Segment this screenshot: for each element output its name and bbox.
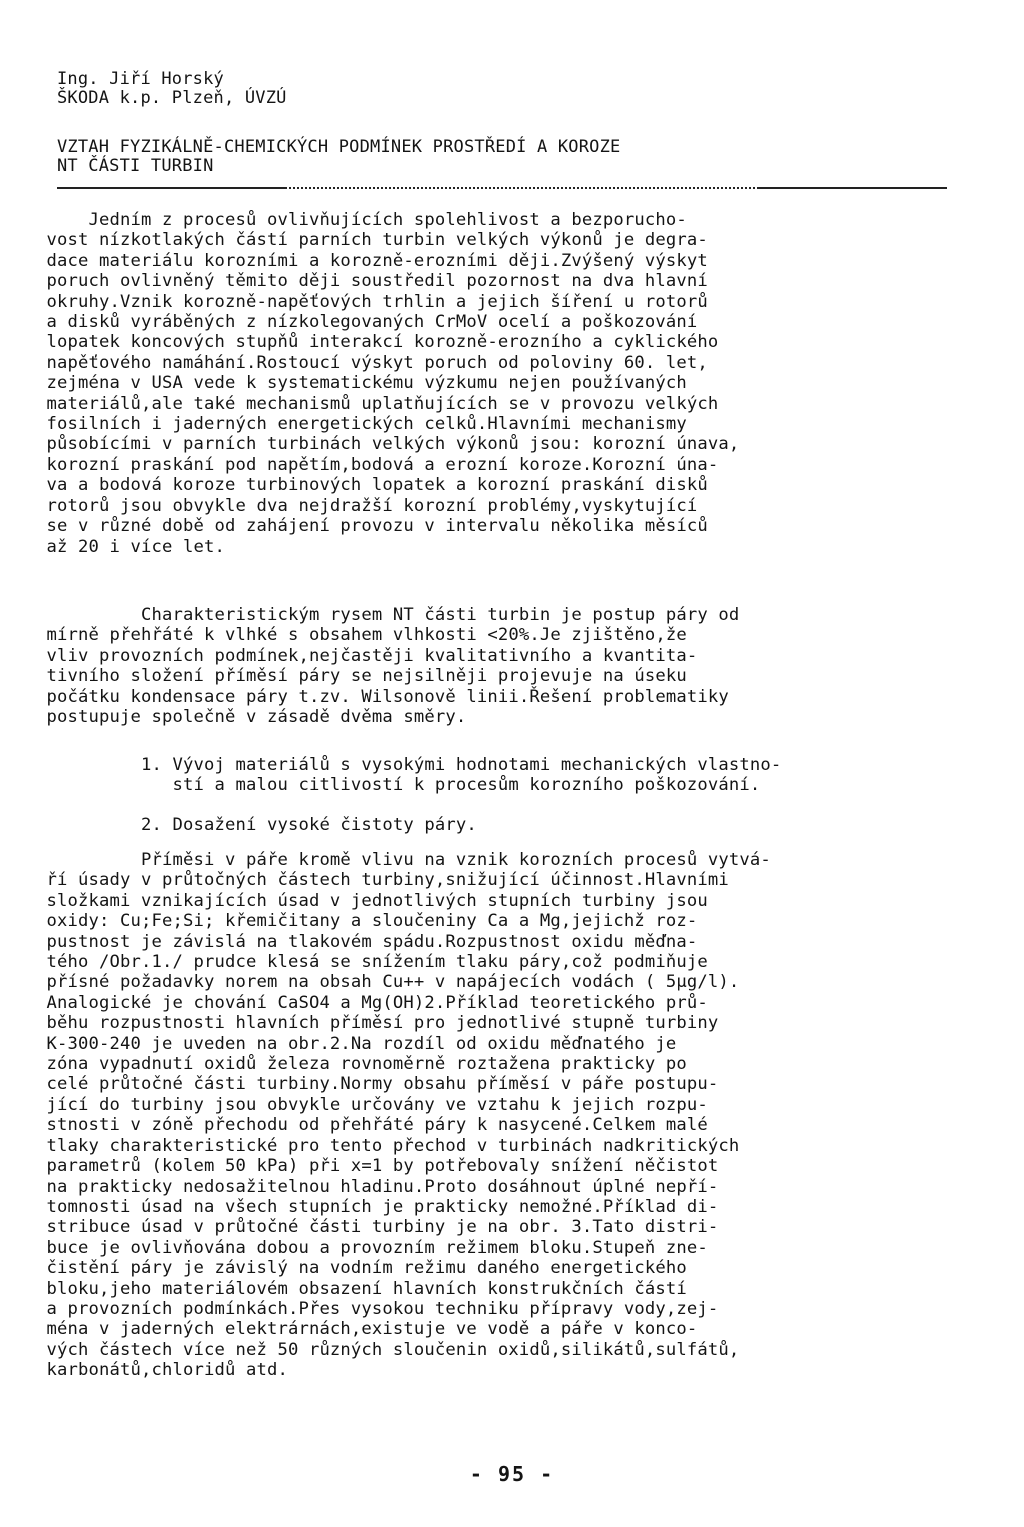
list-item-steam-purity: 2. Dosažení vysoké čistoty páry. — [36, 815, 477, 835]
document-title — [57, 138, 620, 176]
title-divider — [57, 187, 947, 189]
title-line-1: VZTAH FYZIKÁLNĚ-CHEMICKÝCH PODMÍNEK PROSTŘEDÍ A KOROZE — [57, 137, 621, 157]
list-item-materials: 1. Vývoj materiálů s vysokými hodnotami mechanických vlastno- stí a malou citlivostí k procesům korozního poškozování. — [140, 755, 782, 796]
title-divider-left-segment — [57, 187, 287, 189]
paragraph-intro: Jedním z procesů ovlivňujících spolehlivost a bezporucho- vost nízkotlakých částí parních turbin velkých výkonů je degra- dace materiálu korozními a korozně-erozními ději.Zvýšený výskyt poruch ovlivněný těmito ději soustředil pozornost na dva hlavní okruhy.Vznik korozně-napěťových trhlin a jejich šíření u rotorů a disků vyráběných z nízkolegovaných CrMoV ocelí a poškozování lopatek koncových stupňů interakcí korozně-erozního a cyklického napěťového namáhání.Rostoucí výskyt poruch od poloviny 60. let, zejména v USA vede k systematickému výzkumu nejen používaných materiálů,ale také mechanismů uplatňujících se v provozu velkých fosilních i jaderných energetických celků.Hlavními mechanismy působícími v parních turbinách velkých výkonů jsou: korozní únava, korozní praskání pod napětím,bodová a erozní koroze.Korozní úna- va a bodová koroze turbinových lopatek a korozní praskání disků rotorů jsou obvykle dva nejdražší korozní problémy,vyskytující se v různé době od zahájení provozu v intervalu několika měsíců až 20 i více let. — [46, 210, 740, 557]
author-affiliation: ŠKODA k.p. Plzeň, ÚVZÚ — [57, 88, 287, 108]
page-number: - 95 - — [469, 1462, 555, 1486]
author-name: Ing. Jiří Horský — [57, 69, 224, 89]
paragraph-characteristics: Charakteristickým rysem NT části turbin je postup páry od mírně přehřáté k vlhké s obsahem vlhkosti <20%.Je zjištěno,že vliv provozních podmínek,nejčastěji kvalitativního a kvantita- tivního složení příměsí páry se nejsilněji projevuje na úseku počátku kondensace páry t.zv. Wilsonově linii.Řešení problematiky postupuje společně v zásadě dvěma směry. — [46, 605, 740, 728]
author-block — [57, 70, 287, 108]
title-divider-right-segment — [757, 187, 947, 189]
paragraph-impurities: Příměsi v páře kromě vlivu na vznik korozních procesů vytvá- ří úsady v průtočných částech turbiny,snižující účinnost.Hlavními složkami vznikajících úsad v jednotlivých stupních turbiny jsou oxidy: Cu;Fe;Si; křemičitany a sloučeniny Ca a Mg,jejichž roz- pustnost je závislá na tlakovém spádu.Rozpustnost oxidu měďna- tého /Obr.1./ prudce klesá se snížením tlaku páry,což podmiňuje přísné požadavky norem na obsah Cu++ v napájecích vodách ( 5µg/l). Analogické je chování CaSO4 a Mg(OH)2.Příklad teoretického prů- běhu rozpustnosti hlavních příměsí pro jednotlivé stupně turbiny K-300-240 je uveden na obr.2.Na rozdíl od oxidu měďnatého je zóna vypadnutí oxidů železa rovnoměrně roztažena prakticky po celé průtočné části turbiny.Normy obsahu příměsí v páře postupu- jící do turbiny jsou obvykle určovány ve vztahu k jejich rozpu- stnosti v zóně přechodu od přehřáté páry k nasycené.Celkem malé tlaky charakteristické pro tento přechod v turbinách nadkritických parametrů (kolem 50 kPa) při x=1 by potřebovaly snížení něčistot na prakticky nedosažitelnou hladinu.Proto dosáhnout úplné nepří- tomnosti úsad na všech stupních je prakticky nemožné.Příklad di- stribuce úsad v průtočné části turbiny je na obr. 3.Tato distri- buce je ovlivňována dobou a provozním režimem bloku.Stupeň zne- čistění páry je závislý na vodním režimu daného energetického bloku,jeho materiálovém obsazení hlavních konstrukčních částí a provozních podmínkách.Přes vysokou techniku přípravy vody,zej- ména v jaderných elektrárnách,existuje ve vodě a páře v konco- vých částech více než 50 různých sloučenin oxidů,silikátů,sulfátů, karbonátů,chloridů atd. — [46, 850, 771, 1381]
title-line-2: NT ČÁSTI TURBIN — [57, 156, 214, 176]
